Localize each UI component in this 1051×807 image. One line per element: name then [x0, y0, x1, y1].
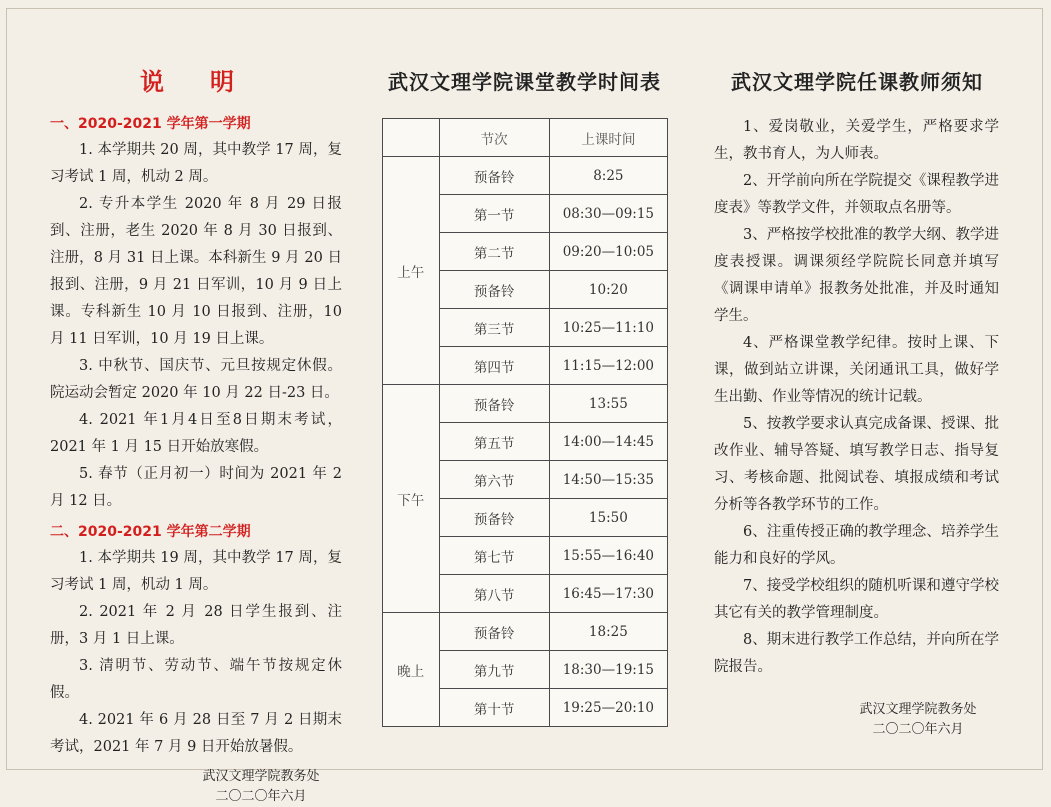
time-cell: 08:30—09:15 — [549, 195, 667, 233]
section-cell: 预备铃 — [439, 613, 549, 651]
section-cell: 第二节 — [439, 233, 549, 271]
schedule-title: 武汉文理学院课堂教学时间表 — [388, 70, 661, 94]
time-cell: 18:25 — [549, 613, 667, 651]
semester1-item: 3. 中秋节、国庆节、元旦按规定休假。院运动会暂定 2020 年 10 月 22 日-23 日。 — [50, 358, 342, 401]
notice-item: 3、严格按学校批准的教学大纲、教学进度表授课。调课须经学院院长同意并填写《调课申请单》报教务处批准，并及时通知学生。 — [714, 227, 999, 324]
section-cell: 第七节 — [439, 537, 549, 575]
notes-signature — [50, 767, 342, 807]
notice-item: 5、按教学要求认真完成备课、授课、批改作业、辅导答疑、填写教学日志、指导复习、考核命题、批阅试卷、填报成绩和考试分析等各教学环节的工作。 — [714, 416, 999, 513]
section-cell: 第八节 — [439, 575, 549, 613]
section-cell: 预备铃 — [439, 385, 549, 423]
header-section: 节次 — [439, 119, 549, 157]
section-cell: 第六节 — [439, 461, 549, 499]
table-header-row — [383, 119, 668, 157]
header-time: 上课时间 — [549, 119, 667, 157]
time-cell: 19:25—20:10 — [549, 689, 667, 727]
time-cell: 09:20—10:05 — [549, 233, 667, 271]
semester1-item: 1. 本学期共 20 周，其中教学 17 周，复习考试 1 周，机动 2 周。 — [50, 142, 342, 185]
section-cell: 预备铃 — [439, 271, 549, 309]
time-cell: 16:45—17:30 — [549, 575, 667, 613]
table-row — [383, 613, 668, 651]
signature-date: 二〇二〇年六月 — [215, 789, 307, 804]
notice-item: 6、注重传授正确的教学理念、培养学生能力和良好的学风。 — [714, 524, 999, 567]
section-cell: 第三节 — [439, 309, 549, 347]
notice-item: 4、严格课堂教学纪律。按时上课、下课，做到站立讲课，关闭通讯工具，做好学生出勤、作业等情况的统计记载。 — [714, 335, 999, 405]
period-evening: 晚上 — [383, 613, 440, 727]
time-cell: 15:55—16:40 — [549, 537, 667, 575]
time-cell: 15:50 — [549, 499, 667, 537]
section-cell: 第九节 — [439, 651, 549, 689]
section-cell: 第十节 — [439, 689, 549, 727]
time-cell: 10:20 — [549, 271, 667, 309]
time-cell: 14:50—15:35 — [549, 461, 667, 499]
semester2-item: 3. 清明节、劳动节、端午节按规定休假。 — [50, 658, 342, 701]
time-cell: 13:55 — [549, 385, 667, 423]
semester1-item: 5. 春节（正月初一）时间为 2021 年 2 月 12 日。 — [50, 466, 342, 509]
table-row — [383, 157, 668, 195]
semester2-heading: 二、2020-2021 学年第二学期 — [50, 524, 251, 540]
time-cell: 8:25 — [549, 157, 667, 195]
section-cell: 预备铃 — [439, 157, 549, 195]
notice-item: 1、爱岗敬业，关爱学生，严格要求学生，教书育人，为人师表。 — [714, 119, 999, 162]
semester1-item: 2. 专升本学生 2020 年 8 月 29 日报到、注册，老生 2020 年 8 月 30 日报到、注册，8 月 31 日上课。本科新生 9 月 20 日报到、注册，9 月 21 日军训，10 月 9 日上课。专科新生 10 月 10 日报到、注册，10 月 11 日军训，10 月 19 日上课。 — [50, 196, 342, 347]
semester1-heading: 一、2020-2021 学年第一学期 — [50, 116, 251, 132]
notes-title: 说明 — [140, 68, 280, 96]
header-period-cell — [383, 119, 440, 157]
section-cell: 第一节 — [439, 195, 549, 233]
semester2-item: 2. 2021 年 2 月 28 日学生报到、注册，3 月 1 日上课。 — [50, 604, 342, 647]
teacher-notice-title: 武汉文理学院任课教师须知 — [731, 70, 983, 94]
signature-org: 武汉文理学院教务处 — [859, 702, 977, 717]
notice-item: 7、接受学校组织的随机听课和遵守学校其它有关的教学管理制度。 — [714, 578, 999, 621]
semester2-item: 4. 2021 年 6 月 28 日至 7 月 2 日期末考试，2021 年 7 月 9 日开始放暑假。 — [50, 712, 342, 755]
semester2-item: 1. 本学期共 19 周，其中教学 17 周，复习考试 1 周，机动 1 周。 — [50, 550, 342, 593]
section-cell: 预备铃 — [439, 499, 549, 537]
time-cell: 11:15—12:00 — [549, 347, 667, 385]
time-cell: 10:25—11:10 — [549, 309, 667, 347]
schedule-table — [382, 118, 668, 727]
notice-item: 2、开学前向所在学院提交《课程教学进度表》等教学文件，并领取点名册等。 — [714, 173, 999, 216]
signature-org: 武汉文理学院教务处 — [202, 769, 320, 784]
section-cell: 第五节 — [439, 423, 549, 461]
time-cell: 14:00—14:45 — [549, 423, 667, 461]
period-morning: 上午 — [383, 157, 440, 385]
teacher-notice-column — [714, 114, 999, 681]
table-row — [383, 385, 668, 423]
notes-column — [50, 62, 342, 807]
time-cell: 18:30—19:15 — [549, 651, 667, 689]
notice-signature — [818, 700, 1018, 740]
period-afternoon: 下午 — [383, 385, 440, 613]
notice-item: 8、期末进行教学工作总结，并向所在学院报告。 — [714, 632, 999, 675]
section-cell: 第四节 — [439, 347, 549, 385]
semester1-item: 4. 2021 年1月4日至8日期末考试，2021 年 1 月 15 日开始放寒假。 — [50, 412, 342, 455]
signature-date: 二〇二〇年六月 — [872, 722, 964, 737]
